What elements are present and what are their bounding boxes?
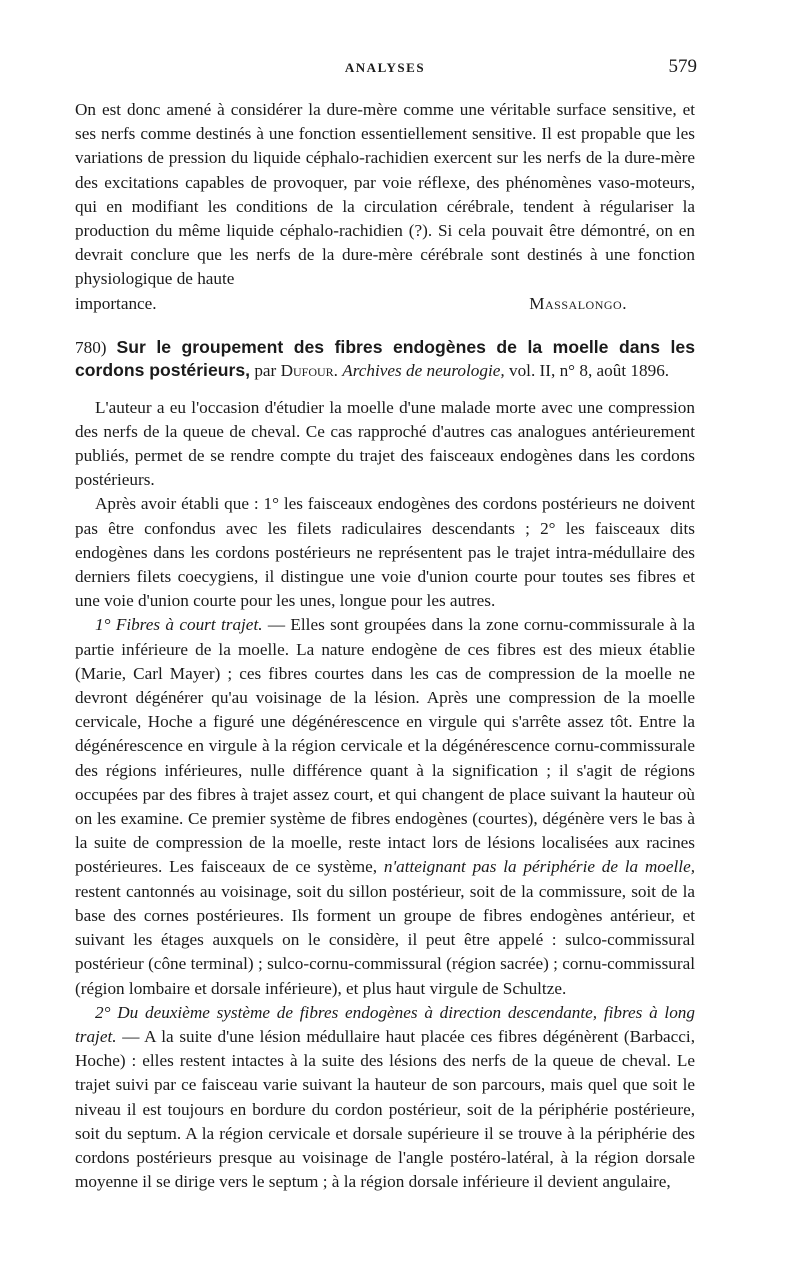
article-by: par (254, 360, 277, 380)
body-paragraph-3 (75, 613, 695, 1000)
body-paragraph-1: L'auteur a eu l'occasion d'étudier la moelle d'une malade morte avec une compression des nerfs de la queue de cheval. Ce cas rapproché d'autres cas analogues antérieurement publiés, permet de se rendre compte du trajet des faisceaux endogènes dans les cordons postérieurs. (75, 397, 695, 490)
running-header (75, 56, 695, 86)
page-number: 579 (668, 56, 697, 77)
body-paragraph-2: Après avoir établi que : 1° les faisceaux endogènes des cordons postérieurs ne doivent pas être confondus avec les filets radiculaires descendants ; 2° les faisceaux dits endogènes dans les cordons postérieurs ne représentent pas le trajet intra-médullaire des derniers filets coecygiens, il distingue une voie d'union courte pour toutes ses fibres et une voie d'union courte pour les unes, longue pour les autres. (75, 494, 695, 611)
article-journal: Archives de neurologie, (342, 360, 505, 380)
reviewer-signature: Massalongo. (529, 293, 627, 313)
continuation-last-word: importance. (75, 293, 157, 313)
body-paragraph-4 (75, 1001, 695, 1195)
article-title: Sur le groupement des fibres endogènes de la moelle dans les cordons postérieurs, (75, 336, 696, 380)
article-number: 780) (75, 337, 107, 357)
article-citation: vol. II, n° 8, août 1896. (508, 360, 670, 380)
paragraph-3-text-b: restent cantonnés au voisinage, soit du sillon postérieur, soit de la commissure, soit de la base des cornes postérieures. Ils forment un groupe de fibres endogènes antérieur, et suivant les étages auxquels on le considère, il peut être appelé : sulco-commissural postérieur (cône terminal) ; sulco-cornu-commissural (région sacrée) ; cornu-commissural (région lombaire et dorsale inférieure), et plus haut virgule de Schultze. (75, 881, 695, 998)
section-label-short-fibres: 1° Fibres à court trajet. (95, 615, 263, 635)
paragraph-3-emphasis: n'atteignant pas la périphérie de la moelle, (383, 857, 695, 877)
signature-line (75, 292, 695, 316)
continuation-paragraph: On est donc amené à considérer la dure-mère comme une véritable surface sensitive, et ses nerfs comme destinés à une fonction essentiellement sensitive. Il est propable que les variations de pression du liquide céphalo-rachidien exercent sur les nerfs de la dure-mère des excitations capables de provoquer, par voie réflexe, des phénomènes vaso-moteurs, qui en modifiant les conditions de la circulation cérébrale, tendent à régulariser la production du même liquide céphalo-rachidien (?). Si cela pouvait être démontré, on en devrait conclure que les nerfs de la dure-mère cérébrale sont destinés à une fonction physiologique de haute (75, 100, 695, 289)
section-label-long-fibres: 2° Du deuxième système de fibres endogènes à direction descendante, fibres à long trajet. (75, 1002, 695, 1046)
book-page (75, 56, 695, 1194)
paragraph-4-text: — A la suite d'une lésion médullaire haut placée ces fibres dégénèrent (Barbacci, Hoche) : elles restent intactes à la suite des lésions des nerfs de la queue de cheval. Le trajet suivi par ce faisceau varie suivant la hauteur de son parcours, mais quel que soit le niveau il est toujours en bordure du cordon postérieur, soit de la périphérie postérieure, soit du septum. A la région cervicale et dorsale supérieure il se trouve à la périphérie des cordons postérieurs presque au voisinage de l'angle postéro-latéral, à la région dorsale moyenne il se dirige vers le septum ; à la région dorsale inférieure il devient angulaire, (75, 1026, 695, 1192)
running-title: ANALYSES (344, 60, 426, 75)
article-author: Dufour. (280, 360, 338, 380)
paragraph-3-text-a: — Elles sont groupées dans la zone cornu-commissurale à la partie inférieure de la moelle. La nature endogène de ces fibres est des mieux établie (Marie, Carl Mayer) ; ces fibres courtes dans les cas de compression de la moelle ne devront dégénérer qu'au voisinage de la lésion. Après une compression de la moelle cervicale, Hoche a figuré une dégénérescence en virgule qui s'arrête assez tôt. Entre la dégénérescence en virgule à la région cervicale et la dégénérescence cornu-commissurale des régions inférieures, nulle différence quant à la signification ; il s'agit de régions occupées par des fibres à trajet assez court, et qui changent de place suivant la hauteur où on les examine. Ce premier système de fibres endogènes (courtes), dégénère vers le bas à la suite de compression de la moelle, reste intact lors de lésions localisées aux racines postérieures. Les faisceaux de ce système, (75, 615, 695, 877)
article-heading (75, 336, 695, 382)
